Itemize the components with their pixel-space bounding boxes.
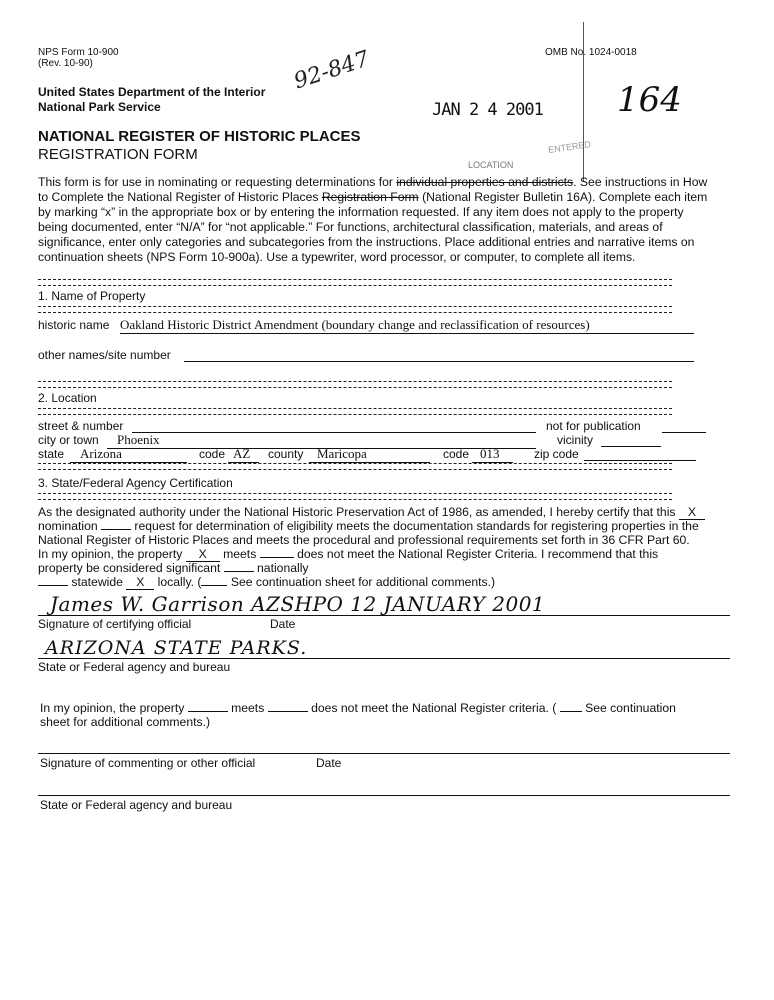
form-revision: (Rev. 10-90): [38, 58, 93, 69]
signature-line: [38, 615, 730, 616]
certification-line-2: nomination request for determination of eligibility meets the documentation standards for registering properties in the: [38, 519, 699, 533]
certifying-signature[interactable]: James W. Garrison AZSHPO 12 JANUARY 2001: [50, 592, 546, 616]
certification-line-6: statewide X locally. ( See continuation sheet for additional comments.): [38, 575, 495, 590]
locally-mark[interactable]: X: [126, 575, 154, 590]
statewide-mark[interactable]: [38, 585, 68, 586]
county-field[interactable]: Maricopa: [309, 446, 430, 463]
section-divider: [38, 279, 672, 286]
other-names-label: other names/site number: [38, 348, 171, 362]
certification-line-5: property be considered significant nationally: [38, 561, 309, 575]
service-name: National Park Service: [38, 100, 161, 114]
date-stamp: JAN 2 4 2001: [432, 100, 543, 120]
continuation-mark[interactable]: [201, 585, 227, 586]
meets-mark[interactable]: X: [186, 547, 220, 562]
comment-date-label: Date: [316, 756, 342, 770]
state-code-field[interactable]: AZ: [228, 446, 259, 463]
section-3-heading: 3. State/Federal Agency Certification: [38, 476, 233, 490]
signature-label: Signature of certifying official: [38, 617, 192, 631]
city-label: city or town: [38, 433, 99, 447]
county-label: county: [268, 447, 304, 461]
opinion-not-meet-mark[interactable]: [268, 711, 308, 712]
section-divider: [38, 306, 672, 313]
agency-value[interactable]: ARIZONA STATE PARKS.: [45, 637, 308, 659]
omb-number: OMB No. 1024-0018: [545, 47, 637, 58]
section-divider: [38, 381, 672, 388]
comment-signature-line: [38, 753, 730, 754]
state-code-label: code: [199, 447, 226, 461]
not-for-publication-label: not for publication: [546, 419, 641, 433]
form-subtitle: REGISTRATION FORM: [38, 146, 198, 163]
section-divider: [38, 493, 672, 500]
other-names-field[interactable]: [184, 361, 694, 362]
vicinity-field[interactable]: [601, 446, 661, 447]
opinion-line-1: In my opinion, the property meets does not meet the National Register criteria. ( See continuation: [40, 701, 676, 715]
opinion-continuation-mark[interactable]: [560, 711, 582, 712]
intro-paragraph: This form is for use in nominating or requesting determinations for individual properties and districts. See instructions in How to Complete the National Register of Historic Places Registration Form (National Register Bulletin 16A). Complete each item by marking “x” in the appropriate box or by entering the information requested. If any item does not apply to the property being documented, enter “N/A” for “not applicable.” For functions, architectural classification, materials, and areas of significance, enter only categories and subcategories from the instructions. Place additional entries and narrative items on continuation sheets (NPS Form 10-900a). Use a typewriter, word processor, or computer, to complete all items.: [38, 175, 708, 264]
section-divider: [38, 408, 672, 415]
opinion-meets-mark[interactable]: [188, 711, 228, 712]
street-label: street & number: [38, 419, 124, 433]
comment-signature-label: Signature of commenting or other official: [40, 756, 256, 770]
stamp-text-location: LOCATION: [468, 160, 514, 170]
zip-label: zip code: [534, 447, 579, 461]
stamp-text-entered: ENTERED: [547, 139, 592, 155]
certification-line-4: In my opinion, the property X meets does not meet the National Register Criteria. I recommend that this: [38, 547, 659, 561]
does-not-meet-mark[interactable]: [260, 557, 294, 558]
agency-line: [38, 658, 730, 659]
signature-date-label: Date: [270, 617, 296, 631]
page-number: 164: [617, 80, 682, 120]
form-title: NATIONAL REGISTER OF HISTORIC PLACES: [38, 128, 361, 145]
agency2-line: [38, 795, 730, 796]
nationally-mark[interactable]: [224, 571, 254, 572]
department-name: United States Department of the Interior: [38, 85, 266, 99]
county-code-label: code: [443, 447, 470, 461]
stamp-border: [583, 22, 586, 182]
section-divider: [38, 463, 672, 470]
not-for-publication-field[interactable]: [662, 432, 706, 433]
nomination-mark[interactable]: X: [679, 505, 705, 520]
vicinity-label: vicinity: [557, 433, 594, 447]
opinion-line-2: sheet for additional comments.): [40, 715, 211, 729]
agency-label: State or Federal agency and bureau: [38, 660, 231, 674]
certification-line-1: As the designated authority under the National Historic Preservation Act of 1986, as amended, I hereby certify that this X: [38, 505, 705, 520]
reference-number: 92-847: [291, 46, 373, 95]
historic-name-field[interactable]: Oakland Historic District Amendment (boundary change and reclassification of resources): [120, 317, 694, 334]
certification-line-3: National Register of Historic Places and meets the procedural and professional requirements set forth in 36 CFR Part 60.: [38, 533, 690, 547]
form-number: NPS Form 10-900: [38, 47, 119, 58]
state-field[interactable]: Arizona: [70, 446, 187, 463]
section-1-heading: 1. Name of Property: [38, 289, 146, 303]
city-field[interactable]: Phoenix: [107, 432, 536, 449]
section-2-heading: 2. Location: [38, 391, 97, 405]
zip-field[interactable]: [584, 460, 696, 461]
request-mark[interactable]: [101, 529, 131, 530]
county-code-field[interactable]: 013: [472, 446, 513, 463]
agency2-label: State or Federal agency and bureau: [40, 798, 233, 812]
state-label: state: [38, 447, 65, 461]
historic-name-label: historic name: [38, 318, 110, 332]
